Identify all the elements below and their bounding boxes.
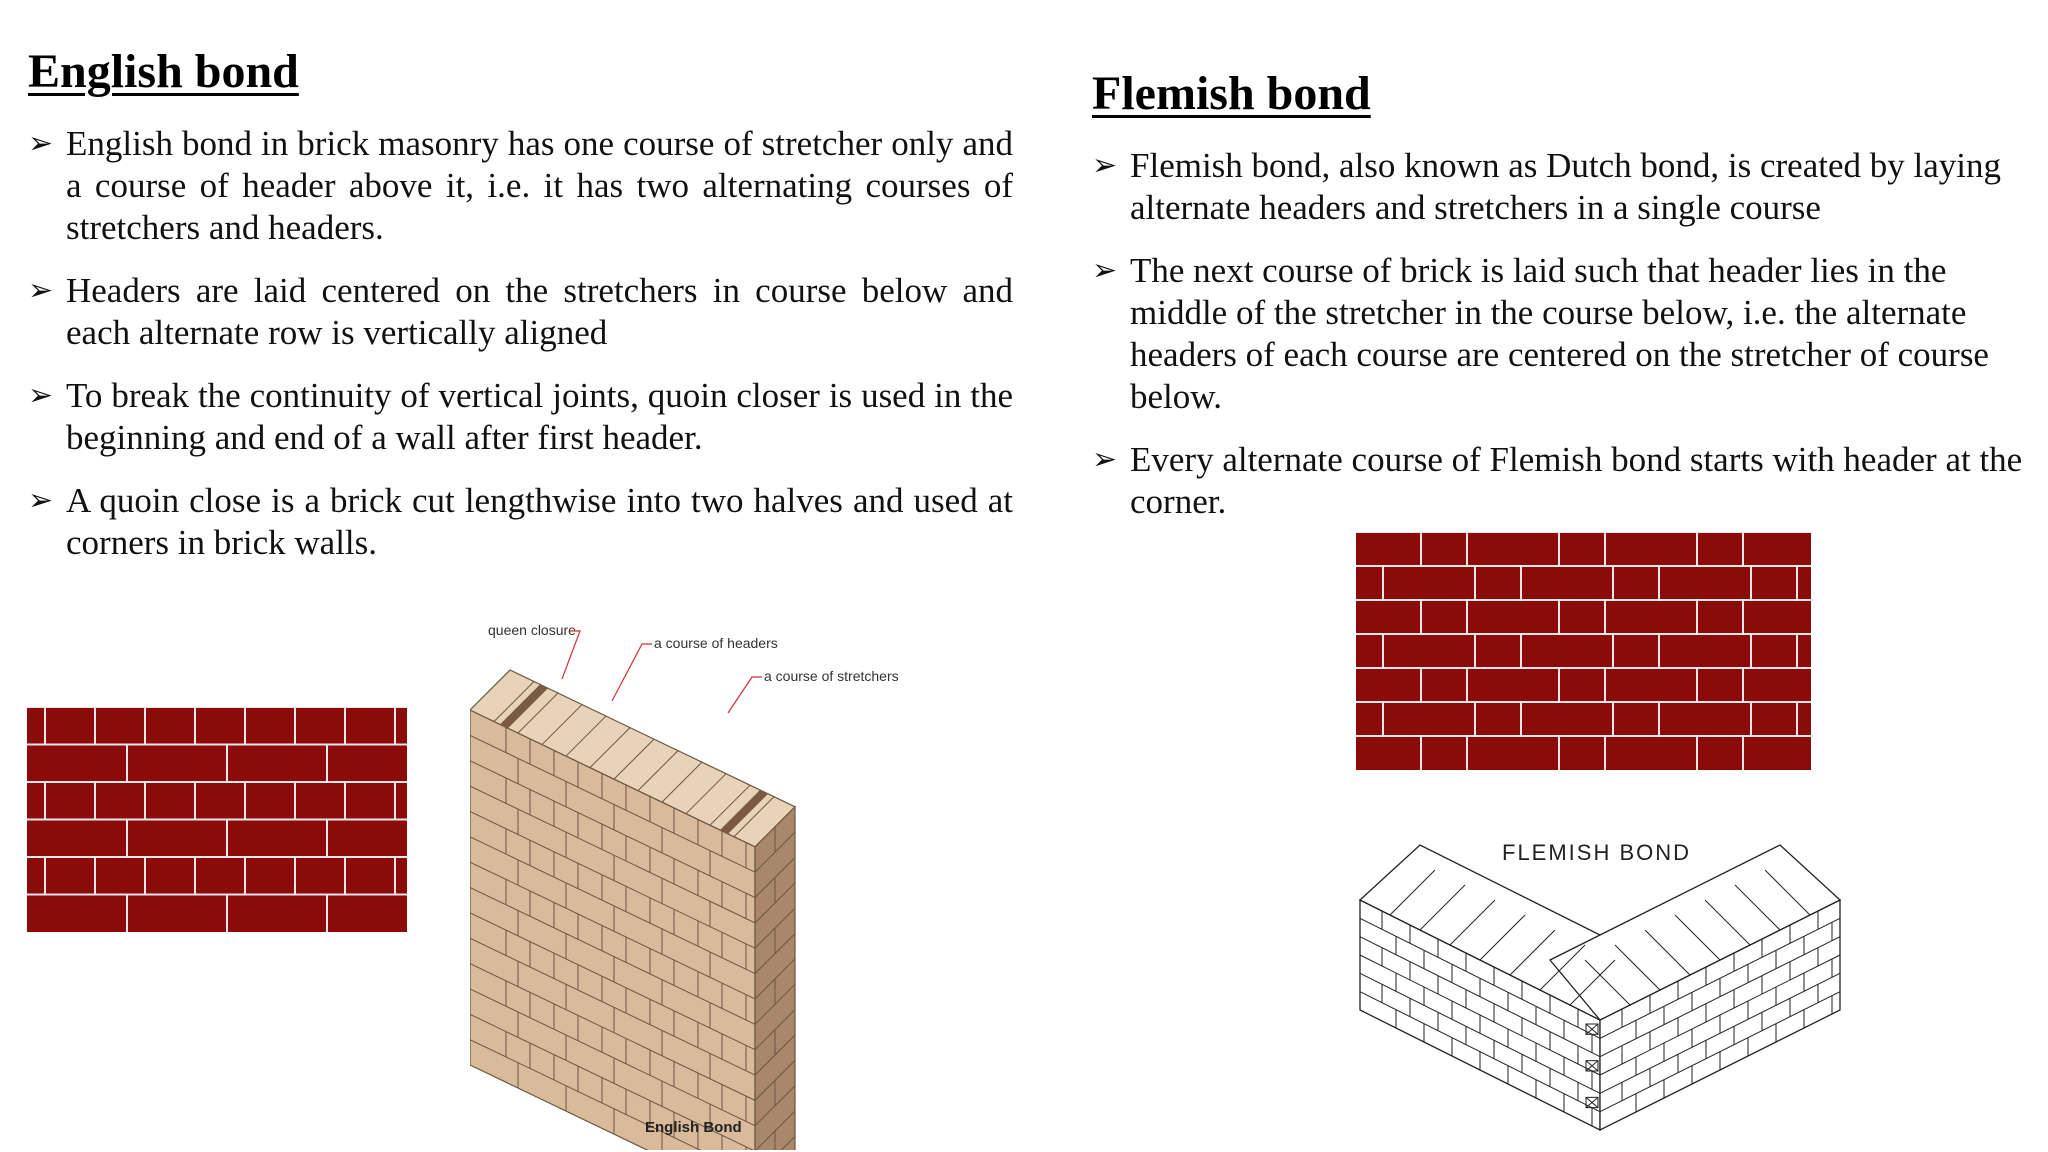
- flemish-bond-title: Flemish bond: [1092, 67, 1371, 120]
- bullet-text: The next course of brick is laid such that header lies in the middle of the stretcher in the course below, i.e. the alternate headers of each course are centered on the stretcher of course below.: [1130, 251, 1989, 416]
- course-of-stretchers-label: a course of stretchers: [764, 668, 899, 684]
- bullet-text: A quoin close is a brick cut lengthwise into two halves and used at corners in brick walls.: [66, 481, 1013, 562]
- flemish-bond-bullet-list: [1092, 145, 2042, 544]
- english-bond-brick-pattern: [27, 707, 407, 932]
- queen-closure-label: queen closure: [488, 622, 576, 638]
- english-bond-isometric-diagram: [470, 615, 930, 1150]
- flemish-bond-corner-diagram: [1350, 830, 1860, 1150]
- arrow-bullet-icon: ➢: [28, 126, 54, 161]
- bullet-text: Flemish bond, also known as Dutch bond, is created by laying alternate headers and stretchers in a single course: [1130, 146, 2001, 227]
- arrow-bullet-icon: ➢: [28, 378, 54, 413]
- arrow-bullet-icon: ➢: [28, 483, 54, 518]
- english-bond-bullet-list: [28, 123, 1013, 585]
- bullet-text: Every alternate course of Flemish bond starts with header at the corner.: [1130, 440, 2023, 521]
- bullet-text: Headers are laid centered on the stretchers in course below and each alternate row is vertically aligned: [66, 271, 1013, 352]
- flemish-bond-brick-pattern: [1356, 532, 1811, 770]
- arrow-bullet-icon: ➢: [1092, 253, 1118, 288]
- bullet-item: [1092, 250, 2042, 418]
- bullet-item: [28, 270, 1013, 354]
- bullet-item: [28, 480, 1013, 564]
- english-bond-caption: English Bond: [645, 1119, 742, 1136]
- flemish-bond-caption: FLEMISH BOND: [1502, 840, 1692, 865]
- arrow-bullet-icon: ➢: [1092, 148, 1118, 183]
- bullet-text: To break the continuity of vertical joints, quoin closer is used in the beginning and end of a wall after first header.: [66, 376, 1013, 457]
- bullet-item: [28, 123, 1013, 249]
- english-bond-title: English bond: [28, 45, 299, 98]
- course-of-headers-label: a course of headers: [654, 635, 778, 651]
- bullet-text: English bond in brick masonry has one course of stretcher only and a course of header above it, i.e. it has two alternating courses of stretchers and headers.: [66, 124, 1013, 247]
- arrow-bullet-icon: ➢: [28, 273, 54, 308]
- bullet-item: [1092, 145, 2042, 229]
- bullet-item: [1092, 439, 2042, 523]
- arrow-bullet-icon: ➢: [1092, 442, 1118, 477]
- bullet-item: [28, 375, 1013, 459]
